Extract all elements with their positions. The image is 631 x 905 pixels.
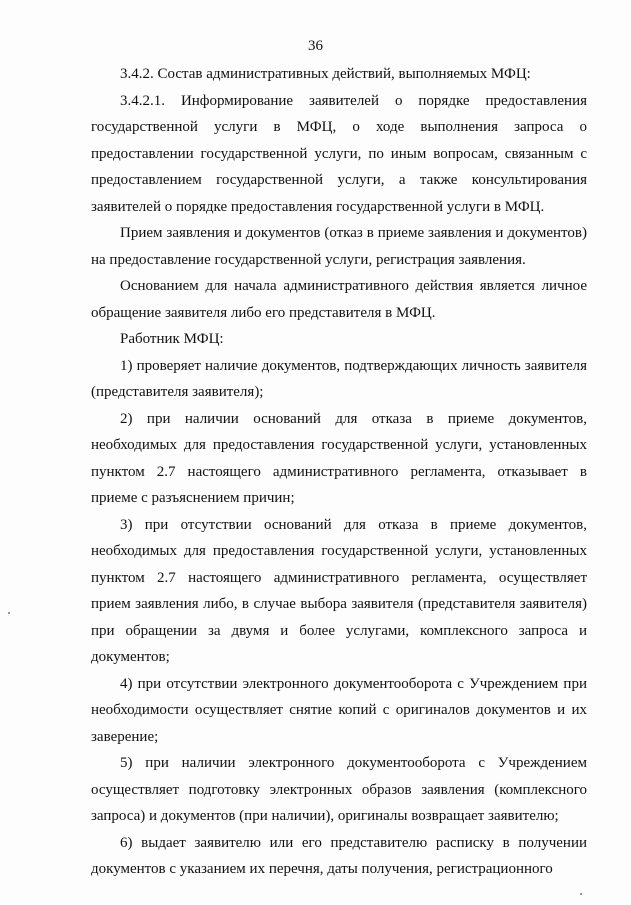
list-item-1: 1) проверяет наличие документов, подтверждающих личность заявителя (представителя заявителя); bbox=[91, 357, 587, 400]
paragraph-3-4-2-1: 3.4.2.1. Информирование заявителей о порядке предоставления государственной услуги в МФЦ, о ходе выполнения запроса о предоставлении государственной услуги, по иным вопросам, связанным с предоставлением государственной услуги, а также консультирования заявителей о порядке предоставления государственной услуги в МФЦ. bbox=[91, 92, 587, 215]
paragraph-grounds: Основанием для начала административного действия является личное обращение заявителя либо его представителя в МФЦ. bbox=[91, 278, 587, 321]
paragraph-worker: Работник МФЦ: bbox=[120, 331, 224, 347]
paragraph-reception: Прием заявления и документов (отказ в приеме заявления и документов) на предоставление государственной услуги, регистрация заявления. bbox=[91, 225, 587, 268]
scan-speck bbox=[580, 893, 582, 895]
list-item-5: 5) при наличии электронного документооборота с Учреждением осуществляет подготовку электронных образов заявления (комплексного запроса) и документов (при наличии), оригиналы возвращает заявителю; bbox=[91, 755, 587, 824]
list-item-4: 4) при отсутствии электронного документооборота с Учреждением при необходимости осуществляет снятие копий с оригиналов документов и их заверение; bbox=[91, 675, 587, 745]
document-body bbox=[91, 61, 587, 883]
list-item-6: 6) выдает заявителю или его представителю расписку в получении документов с указанием их перечня, даты получения, регистрационного bbox=[91, 834, 587, 877]
list-item-2: 2) при наличии оснований для отказа в приеме документов, необходимых для предоставления государственной услуги, установленных пунктом 2.7 настоящего административного регламента, отказывает в приеме с разъяснением причин; bbox=[91, 410, 587, 506]
page-number: 36 bbox=[308, 38, 323, 54]
scan-speck bbox=[8, 612, 10, 614]
paragraph-3-4-2: 3.4.2. Состав административных действий, выполняемых МФЦ: bbox=[120, 66, 531, 82]
list-item-3: 3) при отсутствии оснований для отказа в приеме документов, необходимых для предоставления государственной услуги, установленных пунктом 2.7 настоящего административного регламента, осуществляет прием заявления либо, в случае выбора заявителя (представителя заявителя) при обращении за двумя и более услугами, комплексного запроса и документов; bbox=[91, 516, 587, 665]
